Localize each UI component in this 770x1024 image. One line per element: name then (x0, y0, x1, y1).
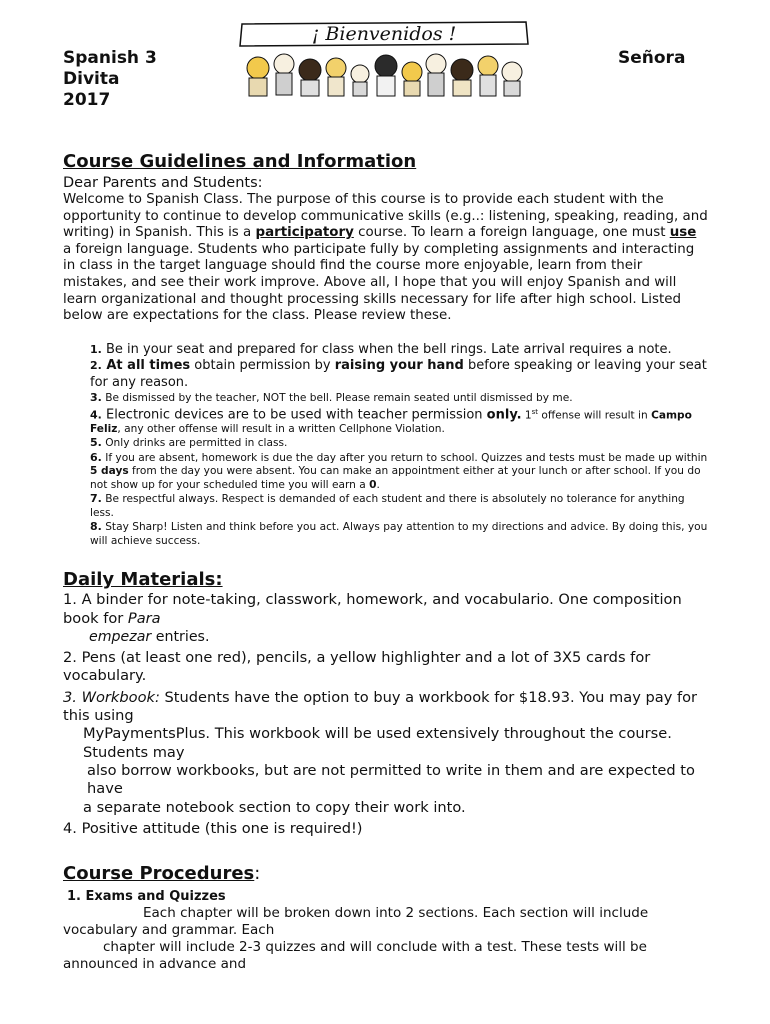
header-course-info (63, 48, 157, 111)
rule-item: 4. Electronic devices are to be used with teacher permission only. 1st offense will result in Campo Feliz, any other offense will result in a written Cellphone Violation. (90, 407, 692, 435)
rule-item: 1. Be in your seat and prepared for class when the bell rings. Late arrival requires a note. (90, 341, 672, 357)
school-year: 2017 (63, 90, 111, 110)
section-title-procedures: Course Procedures: (63, 863, 261, 885)
material-item: 1. A binder for note-taking, classwork, homework, and vocabulario. One composition book for Para (63, 591, 682, 627)
procedure-text: Each chapter will be broken down into 2 sections. Each section will include vocabulary and grammar. Each (63, 905, 649, 939)
section-title-materials: Daily Materials: (63, 569, 223, 591)
rule-item: 6. If you are absent, homework is due the day after you return to school. Quizzes and tests must be made up within 5 days from the day you were absent. You can make an appointment either at your lunch or after school. If you do not show up for your scheduled time you will earn a 0. (90, 450, 708, 491)
cartoon-children-icon (247, 54, 522, 96)
bienvenidos-banner-image (236, 18, 532, 100)
subsection-title-exams: 1. Exams and Quizzes (67, 889, 226, 905)
material-item-continued: also borrow workbooks, but are not permitted to write in them and are expected to have (87, 761, 695, 798)
material-item-continued: empezar entries. (89, 628, 210, 645)
intro-paragraph: Welcome to Spanish Class. The purpose of this course is to provide each student with the opportunity to continue to develop communicative skills (e.g..: listening, speaking, reading, and writing) in Spanish. This is a participatory course. To learn a foreign language, one must use a foreign language. Students who participate fully by completing assignments and interacting in class in the target language should find the course more enjoyable, learn from their mistakes, and see their work improve. Above all, I hope that you will enjoy Spanish and will learn organizational and thought processing skills necessary for life after high school. Listed below are expectations for the class. Please review these. (63, 192, 708, 324)
class-rules-list (90, 342, 708, 549)
greeting: Dear Parents and Students: (63, 175, 263, 191)
banner-text: ¡ Bienvenidos ! (311, 23, 457, 45)
rule-item: 8. Stay Sharp! Listen and think before you act. Always pay attention to my directions and advice. By doing this, you will achieve success. (90, 520, 708, 547)
document-body (63, 150, 708, 973)
material-item-continued: MyPaymentsPlus. This workbook will be used extensively throughout the course. Students may (83, 725, 672, 761)
teacher-last-name: Divita (63, 69, 120, 89)
material-item: 4. Positive attitude (this one is required!) (63, 819, 363, 837)
course-name: Spanish 3 (63, 48, 157, 68)
material-item-continued: a separate notebook section to copy their work into. (83, 798, 466, 816)
section-title-guidelines: Course Guidelines and Information (63, 151, 417, 172)
rule-item: 7. Be respectful always. Respect is demanded of each student and there is absolutely no tolerance for anything less. (90, 492, 685, 519)
teacher-title: Señora (618, 48, 686, 68)
procedure-text: chapter will include 2-3 quizzes and will conclude with a test. These tests will be announced in advance and (63, 939, 647, 973)
emphasis-use: use (669, 225, 697, 241)
rule-item: 2. At all times obtain permission by raising your hand before speaking or leaving your seat for any reason. (90, 358, 707, 390)
material-item: 2. Pens (at least one red), pencils, a yellow highlighter and a lot of 3X5 cards for vocabulary. (63, 649, 651, 685)
emphasis-participatory: participatory (255, 225, 354, 241)
rule-item: 3. Be dismissed by the teacher, NOT the bell. Please remain seated until dismissed by me. (90, 391, 573, 405)
material-item: 3. Workbook: Students have the option to buy a workbook for $18.93. You may pay for this using (63, 688, 698, 725)
rule-item: 5. Only drinks are permitted in class. (90, 436, 288, 450)
